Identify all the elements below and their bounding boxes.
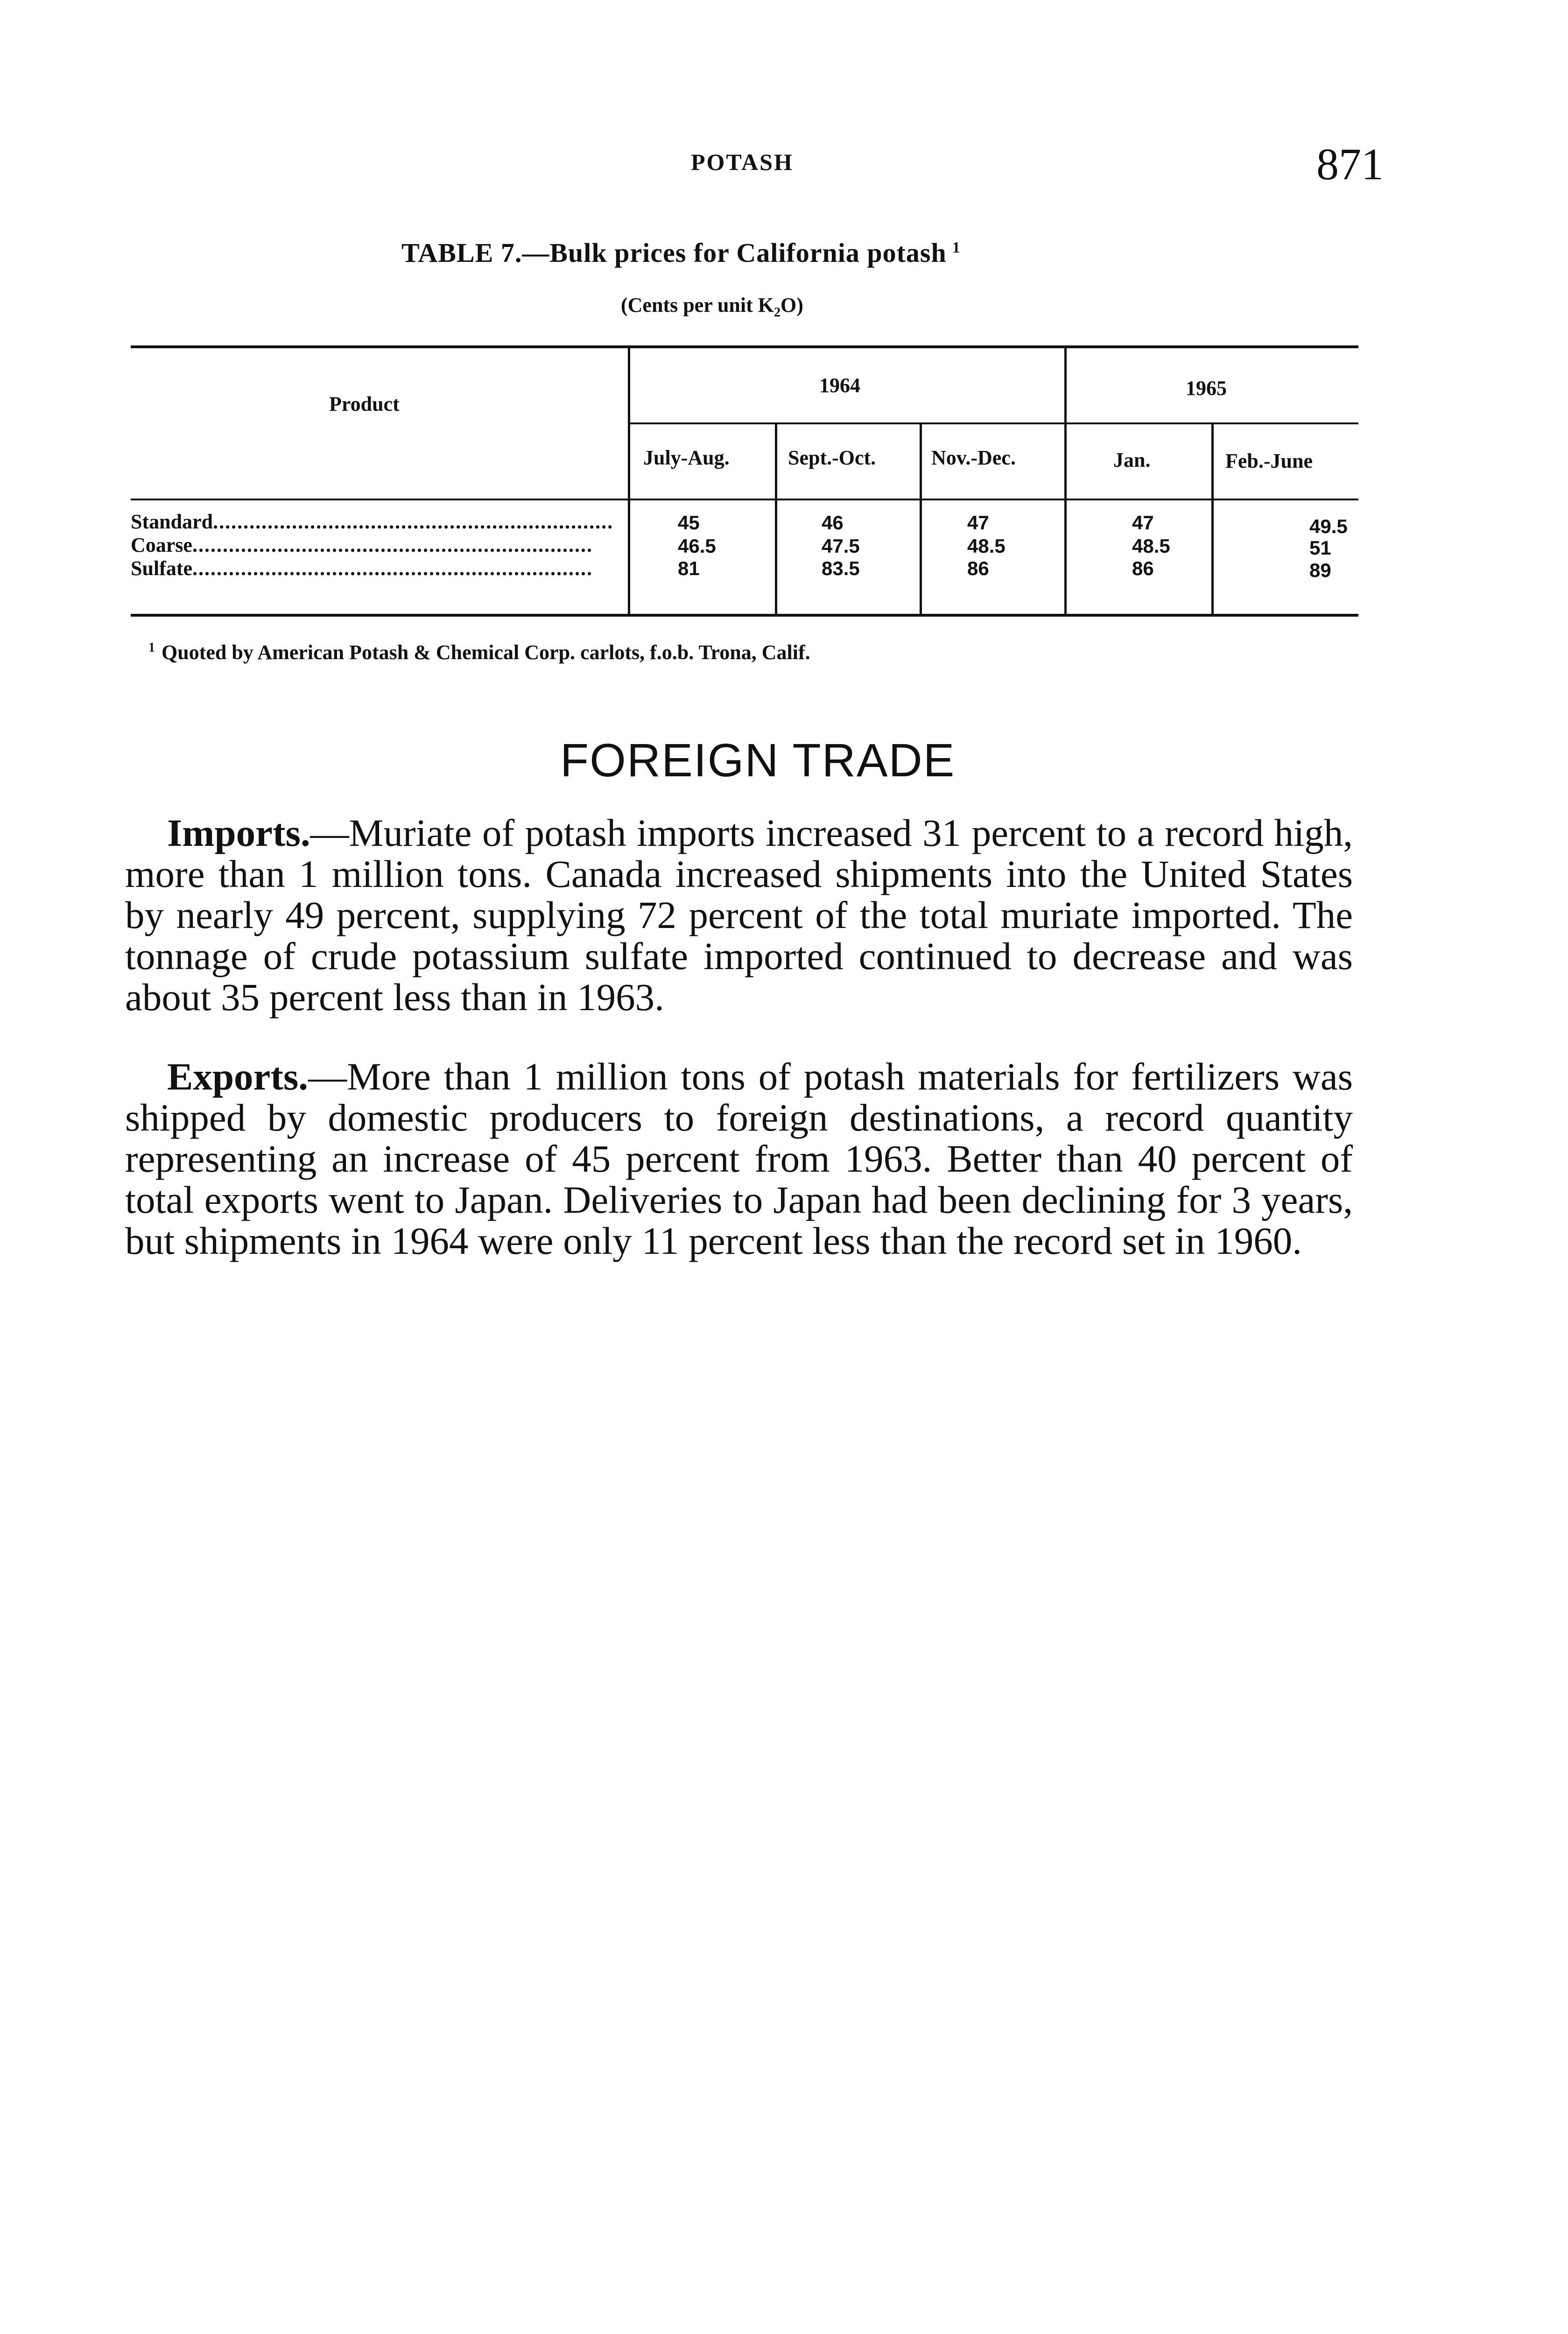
running-head: POTASH <box>691 149 794 175</box>
table-top-rule <box>131 345 1358 348</box>
stub-header: Product <box>329 393 400 415</box>
footnote-text: Quoted by American Potash & Chemical Corp. carlots, f.o.b. Trona, Calif. <box>162 641 810 664</box>
table-cell: 51 <box>1309 537 1331 559</box>
table-vline-1 <box>775 422 777 614</box>
table-cell: 48.5 <box>1132 535 1170 557</box>
table-vline-2 <box>920 422 922 614</box>
table-cell: 46 <box>822 512 844 534</box>
table-cell: 81 <box>678 557 700 579</box>
paragraph-text: —More than 1 million tons of potash materials for fertilizers was shipped by domestic producers to foreign destinations, a record quantity representing an increase of 45 percent from 1963. Better than 40 percent of total exports went to Japan. Deliveries to Japan had been declining for 3 years, but shipments in 1964 were only 11 percent less than the record set in 1960. <box>125 1055 1353 1262</box>
paragraph-lead: Exports. <box>167 1055 309 1098</box>
period-header: Nov.-Dec. <box>931 446 1016 469</box>
section-heading: FOREIGN TRADE <box>560 734 956 787</box>
period-header: Feb.-June <box>1225 450 1313 472</box>
table-units <box>621 293 803 320</box>
table-cell: 83.5 <box>822 557 860 579</box>
table-title-text: TABLE 7.—Bulk prices for California potash <box>401 238 947 268</box>
table-footnote <box>148 640 810 664</box>
period-header: Sept.-Oct. <box>788 446 876 469</box>
table-row-label: Standard.................................................................. <box>131 510 614 533</box>
units-subscript: 2 <box>773 305 780 320</box>
table-vline-year <box>1064 348 1067 614</box>
table-cell: 46.5 <box>678 535 716 557</box>
page-number: 871 <box>1316 139 1384 189</box>
table-vline-stub <box>628 348 630 614</box>
table-vline-4 <box>1211 422 1214 614</box>
table-title <box>401 237 961 268</box>
paragraph-text: —Muriate of potash imports increased 31 percent to a record high, more than 1 million tons. Canada increased shipments into the United States by nearly 49 percent, supplying 72 percent of the total muriate imported. The tonnage of crude potassium sulfate imported continued to decrease and was about 35 percent less than in 1963. <box>125 811 1353 1019</box>
table-row-label: Coarse.................................................................. <box>131 534 593 556</box>
table-title-footnote-mark: 1 <box>952 239 961 256</box>
period-header: Jan. <box>1113 449 1151 471</box>
year-header-1964: 1964 <box>819 374 860 397</box>
table-cell: 48.5 <box>967 535 1005 557</box>
table-row-label: Sulfate.................................................................. <box>131 557 593 580</box>
table-header-rule <box>131 499 1358 500</box>
table-cell: 47.5 <box>822 535 860 557</box>
table-year-rule <box>630 422 1358 424</box>
units-prefix: (Cents per unit K <box>621 294 774 316</box>
footnote-mark: 1 <box>148 640 155 655</box>
table-cell: 86 <box>1132 557 1154 579</box>
period-header: July-Aug. <box>643 446 730 469</box>
units-suffix: O) <box>780 294 803 316</box>
paragraph-lead: Imports. <box>167 811 310 854</box>
paragraph-imports <box>125 812 1353 1018</box>
table-cell: 45 <box>678 512 700 534</box>
table-cell: 47 <box>1132 512 1154 534</box>
table-cell: 89 <box>1309 559 1331 581</box>
table-cell: 49.5 <box>1309 515 1348 537</box>
year-header-1965: 1965 <box>1186 377 1227 400</box>
table-bottom-rule <box>131 614 1358 617</box>
table-cell: 86 <box>967 557 989 579</box>
paragraph-exports <box>125 1056 1353 1261</box>
table-cell: 47 <box>967 512 989 534</box>
